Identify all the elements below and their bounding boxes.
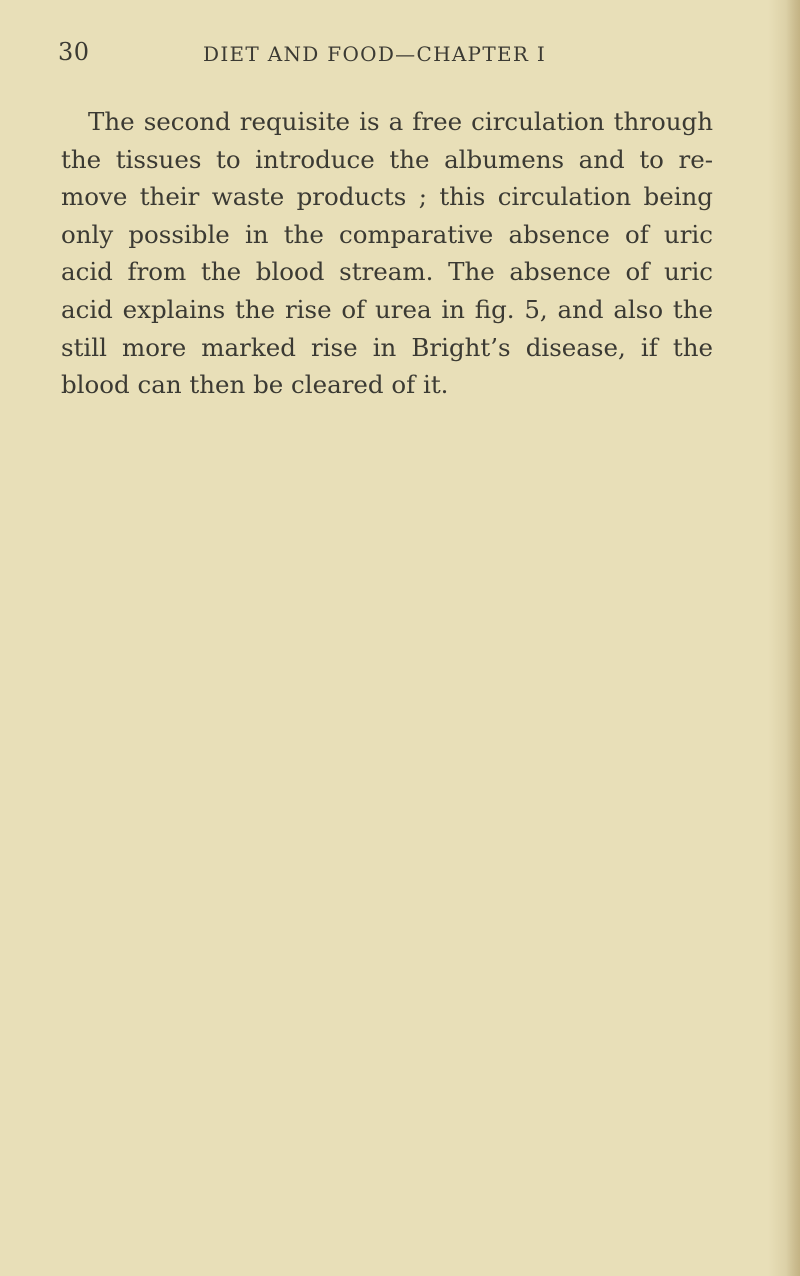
text-line: still more marked rise in Bright’s disease, if the: [61, 332, 713, 362]
text-line: move their waste products ; this circulation being: [61, 182, 713, 212]
text-line: only possible in the comparative absence of uric: [61, 219, 713, 249]
text-line: acid from the blood stream. The absence of uric: [61, 257, 713, 287]
text-line: the tissues to introduce the albumens and to re-: [61, 144, 713, 174]
text-line: blood can then be cleared of it.: [61, 370, 449, 400]
page-edge-shadow: [786, 0, 800, 1276]
running-title: DIET AND FOOD—CHAPTER I: [203, 42, 547, 66]
body-paragraph: [61, 103, 713, 404]
page-number: 30: [58, 38, 90, 66]
text-line: acid explains the rise of urea in fig. 5, and also the: [61, 294, 713, 324]
page-header: [58, 38, 758, 78]
text-line: The second requisite is a free circulation through: [88, 107, 713, 136]
